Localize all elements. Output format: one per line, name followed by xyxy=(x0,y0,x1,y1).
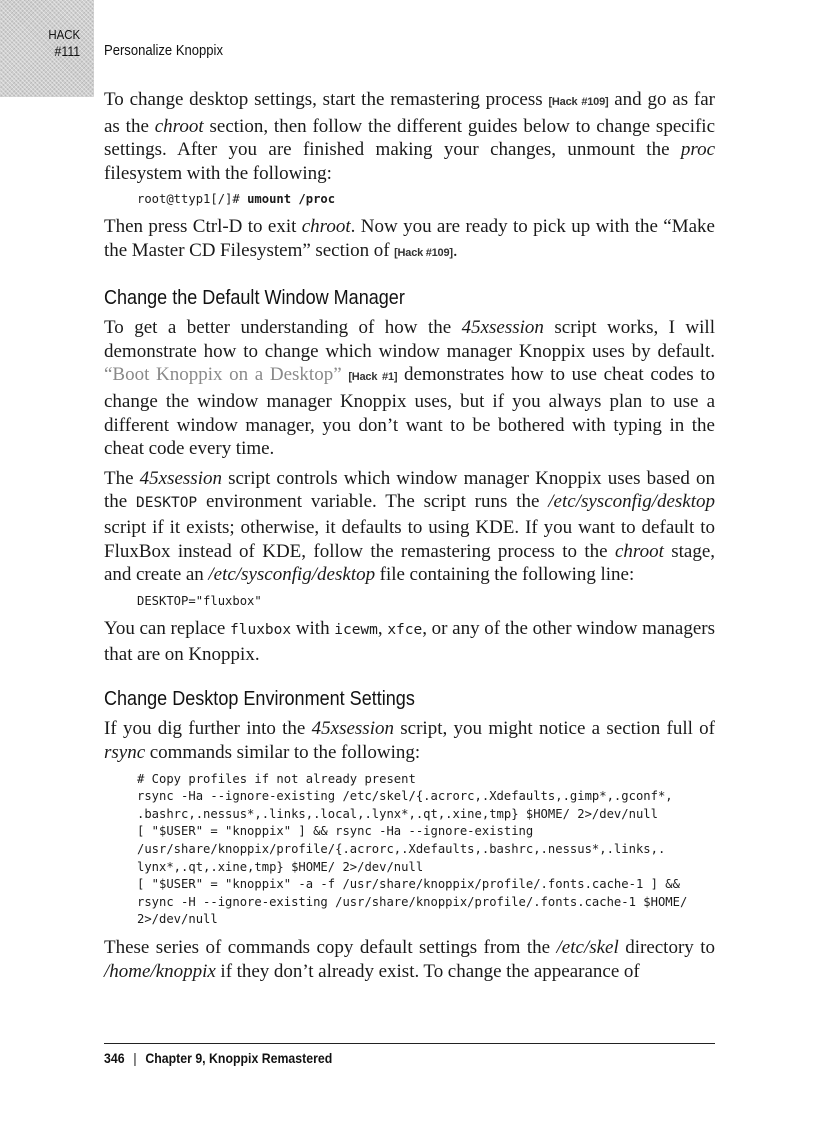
paragraph-exit-chroot: Then press Ctrl-D to exit chroot. Now you are ready to pick up with the “Make the Master CD Filesystem” section of [Hack #109]. xyxy=(104,215,715,261)
hack-label: HACK xyxy=(48,27,80,42)
code-block-umount: root@ttyp1[/]# umount /proc xyxy=(137,192,336,207)
hack-tab xyxy=(0,0,94,97)
page-body xyxy=(104,88,715,989)
chapter-title: Chapter 9, Knoppix Remastered xyxy=(145,1050,333,1066)
paragraph-desktop-variable: The 45xsession script controls which window manager Knoppix uses based on the DESKTOP environment variable. The script runs the /etc/sysconfig/desktop script if it exists; otherwise, it defaults to using KDE. If you want to default to FluxBox instead of KDE, follow the remastering process to the chroot stage, and create an /etc/sysconfig/desktop file containing the following line: xyxy=(104,467,716,586)
paragraph-intro: To change desktop settings, start the remastering process [Hack #109] and go as far as the chroot section, then follow the different guides below to change specific settings. After you are finished making your changes, unmount the proc filesystem with the following: xyxy=(104,89,716,184)
hack-number: #111 xyxy=(54,43,80,59)
hack-cross-reference[interactable]: [Hack #109] xyxy=(548,96,609,108)
hack-cross-reference[interactable]: [Hack #1] xyxy=(348,371,398,384)
boot-knoppix-link[interactable]: “Boot Knoppix on a Desktop” xyxy=(104,364,342,386)
footer-separator: | xyxy=(133,1050,137,1066)
paragraph-rsync-intro: If you dig further into the 45xsession script, you might notice a section full of rsync commands similar to the following: xyxy=(104,718,715,764)
hack-cross-reference[interactable]: [Hack #109] xyxy=(394,246,453,259)
paragraph-copy-settings: These series of commands copy default settings from the /etc/skel directory to /home/knoppix if they don’t already exist. To change the appearance of xyxy=(104,937,715,982)
hack-badge xyxy=(48,27,80,59)
page-number: 346 xyxy=(104,1050,125,1066)
footer-divider xyxy=(104,1043,715,1044)
code-block-desktop: DESKTOP="fluxbox" xyxy=(137,593,262,608)
section-heading-desktop-settings: Change Desktop Environment Settings xyxy=(104,687,415,711)
running-title: Personalize Knoppix xyxy=(104,43,223,59)
paragraph-replace-fluxbox: You can replace fluxbox with icewm, xfce, or any of the other window managers that are on Knoppix. xyxy=(104,618,715,665)
code-block-rsync: # Copy profiles if not already present rsync -Ha --ignore-existing /etc/skel/{.acrorc,.Xdefaults,.gimp*,.gconf*, .bashrc,.nessus*,.links,.local,.lynx*,.qt,.xine,tmp} $HOME/ 2>/dev/null [ "$USER" = "knoppix" ] && rsync -Ha --ignore-existing /usr/share/knoppix/profile/{.acrorc,.Xdefaults,.bashrc,.nessus*,.links,. lynx*,.qt,.xine,tmp} $HOME/ 2>/dev/null [ "$USER" = "knoppix" -a -f /usr/share/knoppix/profile/.fonts.cache-1 ] && rsync -H --ignore-existing /usr/share/knoppix/profile/.fonts.cache-1 $HOME/ 2>/dev/null xyxy=(137,771,688,927)
paragraph-window-manager-intro: To get a better understanding of how the 45xsession script works, I will demonstrate how to change which window manager Knoppix uses by default. “Boot Knoppix on a Desktop” [Hack #1] demonstrates how to use cheat codes to change the window manager Knoppix uses, but if you always plan to use a different window manager, you don’t want to be bothered with typing in the cheat code every time. xyxy=(104,317,716,460)
section-heading-window-manager: Change the Default Window Manager xyxy=(104,286,405,310)
page-footer xyxy=(104,1050,332,1066)
